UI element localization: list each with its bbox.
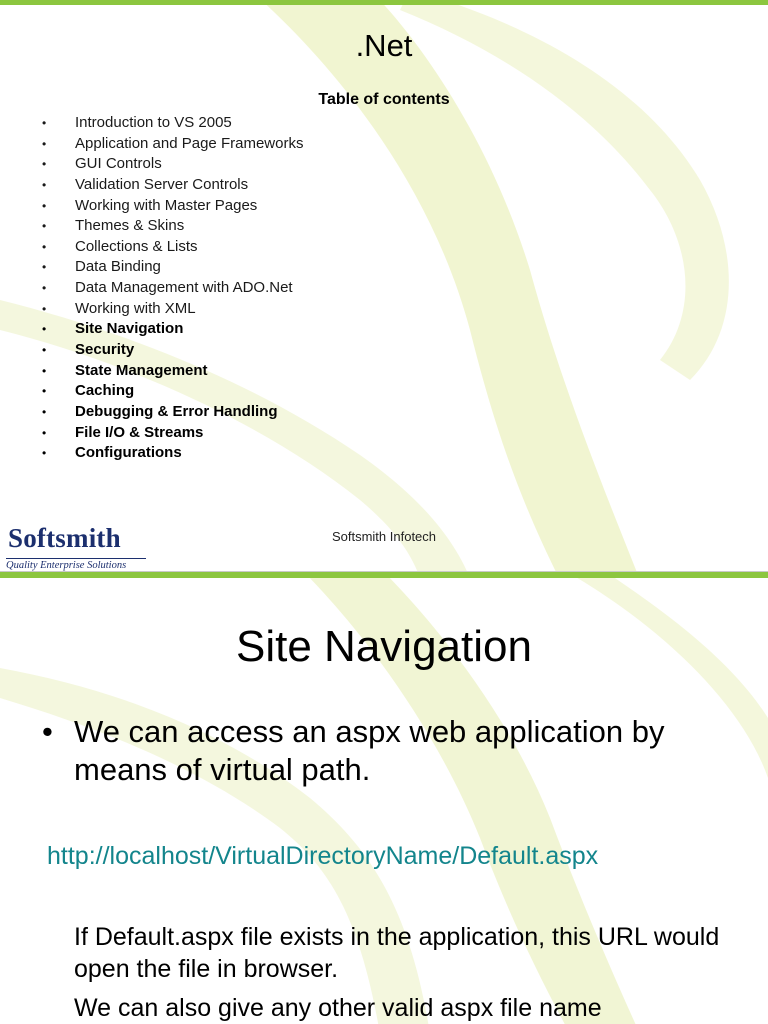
bullet-text: We can access an aspx web application by means of virtual path. xyxy=(74,714,665,787)
bullet-marker: • xyxy=(42,177,47,192)
toc-item-label: State Management xyxy=(75,361,208,379)
bullet-marker: • xyxy=(42,404,47,419)
paragraph-default-aspx: If Default.aspx file exists in the application, this URL would open the file in browser. xyxy=(74,923,720,983)
toc-item-label: Data Binding xyxy=(75,258,161,276)
toc-heading: Table of contents xyxy=(318,91,450,108)
bullet-marker: • xyxy=(42,198,47,213)
bullet-marker: • xyxy=(42,343,47,358)
toc-item xyxy=(42,196,303,217)
toc-item xyxy=(42,299,303,320)
toc-item xyxy=(42,154,303,175)
slide-title: Site Navigation xyxy=(236,622,532,671)
toc-item-label: Themes & Skins xyxy=(75,217,185,235)
toc-item-label: File I/O & Streams xyxy=(75,423,204,441)
toc-item-label: Data Management with ADO.Net xyxy=(75,279,293,297)
bullet-marker: • xyxy=(42,281,47,296)
toc-item-label: Caching xyxy=(75,382,135,400)
bullet-marker: • xyxy=(42,301,47,316)
bullet-marker: • xyxy=(42,260,47,275)
toc-item xyxy=(42,381,303,402)
toc-item xyxy=(42,175,303,196)
logo-tagline: Quality Enterprise Solutions xyxy=(6,558,146,571)
url-link[interactable]: http://localhost/VirtualDirectoryName/Default.aspx xyxy=(47,842,599,870)
toc-item-label: Validation Server Controls xyxy=(75,175,249,193)
toc-item-label: Application and Page Frameworks xyxy=(75,134,304,152)
bullet-marker: • xyxy=(42,219,47,234)
toc-item xyxy=(42,319,303,340)
slide-site-navigation xyxy=(0,578,768,1024)
top-accent-bar xyxy=(0,0,768,5)
toc-item-label: Working with XML xyxy=(75,299,196,317)
bullet-marker: • xyxy=(42,363,47,378)
logo-name: Softsmith xyxy=(8,523,121,553)
toc-item-label: Working with Master Pages xyxy=(75,196,258,214)
toc-item xyxy=(42,278,303,299)
toc-item-label: Debugging & Error Handling xyxy=(75,402,278,420)
toc-item-label: Collections & Lists xyxy=(75,237,198,255)
toc-list xyxy=(42,113,303,464)
toc-item-label: Introduction to VS 2005 xyxy=(75,114,232,131)
footer-company: Softsmith Infotech xyxy=(331,529,437,544)
toc-item xyxy=(42,113,303,134)
toc-item xyxy=(42,361,303,382)
toc-item xyxy=(42,237,303,258)
toc-item-label: GUI Controls xyxy=(75,155,162,173)
bullet-marker: • xyxy=(42,239,47,254)
bullet-marker: • xyxy=(42,116,47,130)
toc-item xyxy=(42,257,303,278)
bullet-marker: • xyxy=(42,446,47,461)
toc-item-label: Configurations xyxy=(75,444,182,462)
paragraph-other-aspx: We can also give any other valid aspx file name xyxy=(74,994,602,1022)
bullet-marker: • xyxy=(42,322,47,337)
toc-item xyxy=(42,423,303,444)
toc-item xyxy=(42,340,303,361)
slide-title: .Net xyxy=(355,28,413,63)
bullet-marker: • xyxy=(42,136,47,151)
toc-item-label: Security xyxy=(75,341,135,359)
toc-item xyxy=(42,443,303,464)
toc-item xyxy=(42,134,303,155)
toc-item xyxy=(42,216,303,237)
bullet-marker: • xyxy=(42,157,47,172)
bullet-marker: • xyxy=(42,425,47,440)
bullet-marker: • xyxy=(42,384,47,399)
toc-item xyxy=(42,402,303,423)
toc-item-label: Site Navigation xyxy=(75,320,184,338)
bullet-marker: • xyxy=(42,714,53,749)
